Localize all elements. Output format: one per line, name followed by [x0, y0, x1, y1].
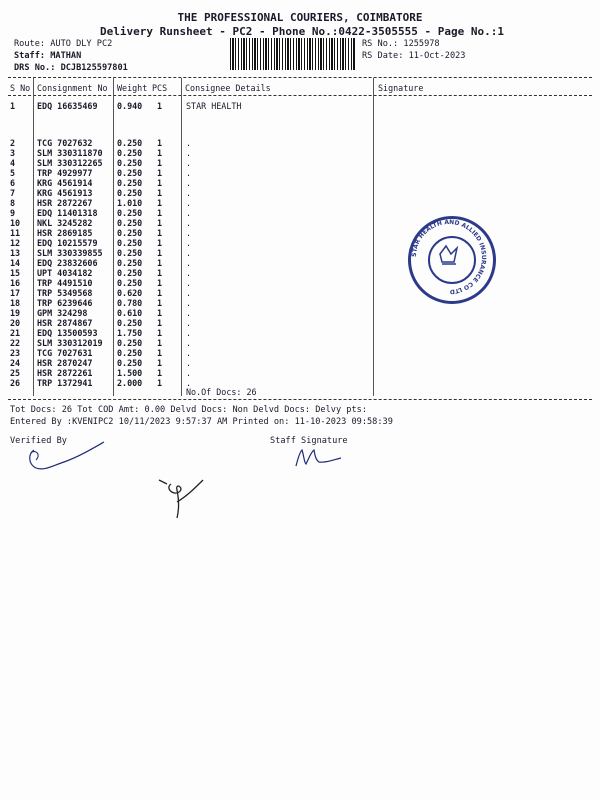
header-rule-bottom: [8, 95, 592, 96]
cell-details: .: [186, 318, 192, 328]
cell-sno: 14: [10, 258, 21, 268]
verified-by-label: Verified By: [10, 436, 67, 446]
cell-details: .: [186, 148, 192, 158]
cell-details: STAR HEALTH: [186, 101, 242, 111]
cell-cn: SLM 330312019: [37, 338, 103, 348]
cell-pcs: 1: [157, 238, 163, 248]
cell-pcs: 1: [157, 318, 163, 328]
cell-wt: 0.250: [117, 218, 143, 228]
cell-wt: 0.250: [117, 278, 143, 288]
cell-details: .: [186, 258, 192, 268]
cell-cn: HSR 2874867: [37, 318, 93, 328]
cell-sno: 10: [10, 218, 21, 228]
cell-wt: 1.750: [117, 328, 143, 338]
cell-details: .: [186, 358, 192, 368]
cell-details: .: [186, 308, 192, 318]
cell-wt: 0.250: [117, 268, 143, 278]
cell-cn: UPT 4034182: [37, 268, 93, 278]
cell-pcs: 1: [157, 168, 163, 178]
cell-pcs: 1: [157, 338, 163, 348]
cell-pcs: 1: [157, 218, 163, 228]
cell-sno: 13: [10, 248, 21, 258]
cell-cn: EDQ 16635469: [37, 101, 98, 111]
cell-pcs: 1: [157, 198, 163, 208]
cell-details: .: [186, 278, 192, 288]
col-header-signature: Signature: [378, 83, 424, 93]
cell-cn: EDQ 11401318: [37, 208, 98, 218]
cell-wt: 0.250: [117, 238, 143, 248]
cell-pcs: 1: [157, 308, 163, 318]
cell-pcs: 1: [157, 268, 163, 278]
cell-cn: HSR 2872261: [37, 368, 93, 378]
staff-signature: [292, 446, 344, 468]
cell-cn: TRP 4929977: [37, 168, 93, 178]
cell-details: .: [186, 298, 192, 308]
cell-pcs: 1: [157, 228, 163, 238]
cell-pcs: 1: [157, 148, 163, 158]
cell-details: .: [186, 248, 192, 258]
cell-pcs: 1: [157, 258, 163, 268]
col-divider-2: [113, 78, 114, 396]
cell-cn: TRP 5349568: [37, 288, 93, 298]
cell-pcs: 1: [157, 248, 163, 258]
rs-number: RS No.: 1255978: [362, 39, 440, 49]
cell-pcs: 1: [157, 298, 163, 308]
cell-cn: EDQ 23832606: [37, 258, 98, 268]
cell-details: .: [186, 188, 192, 198]
cell-wt: 0.620: [117, 288, 143, 298]
col-divider-3: [181, 78, 182, 396]
cell-wt: 0.250: [117, 338, 143, 348]
cell-cn: TRP 1372941: [37, 378, 93, 388]
cell-cn: KRG 4561913: [37, 188, 93, 198]
cell-cn: EDQ 13500593: [37, 328, 98, 338]
col-header-weight: Weight: [117, 83, 148, 93]
cell-sno: 19: [10, 308, 21, 318]
cell-wt: 0.250: [117, 168, 143, 178]
cell-details: .: [186, 368, 192, 378]
cell-wt: 0.610: [117, 308, 143, 318]
cell-wt: 0.780: [117, 298, 143, 308]
cell-details: .: [186, 198, 192, 208]
col-divider-1: [33, 78, 34, 396]
cell-sno: 2: [10, 138, 16, 148]
cell-sno: 7: [10, 188, 16, 198]
cell-wt: 1.500: [117, 368, 143, 378]
rs-date: RS Date: 11-Oct-2023: [362, 51, 466, 61]
cell-sno: 24: [10, 358, 21, 368]
cell-wt: 0.250: [117, 208, 143, 218]
cell-sno: 26: [10, 378, 21, 388]
entered-by-line: Entered By :KVENIPC2 10/11/2023 9:57:37 AM Printed on: 11-10-2023 09:58:39: [10, 417, 393, 427]
cell-pcs: 1: [157, 358, 163, 368]
cell-sno: 11: [10, 228, 21, 238]
verifier-signature: [22, 440, 106, 474]
col-divider-4: [373, 78, 374, 396]
header-rule-top: [8, 77, 592, 78]
drs-number: DRS No.: DCJB125597801: [14, 63, 128, 73]
cell-pcs: 1: [157, 278, 163, 288]
cell-cn: NKL 3245282: [37, 218, 93, 228]
cell-pcs: 1: [157, 178, 163, 188]
route-field: Route: AUTO DLY PC2: [14, 39, 113, 49]
cell-wt: 0.250: [117, 248, 143, 258]
cell-cn: KRG 4561914: [37, 178, 93, 188]
cell-sno: 21: [10, 328, 21, 338]
cell-sno: 9: [10, 208, 16, 218]
cell-cn: HSR 2870247: [37, 358, 93, 368]
cell-wt: 0.250: [117, 258, 143, 268]
footer-rule: [8, 399, 592, 400]
cell-pcs: 1: [157, 288, 163, 298]
cell-sno: 6: [10, 178, 16, 188]
handwritten-mark: [155, 474, 209, 522]
col-header-consignee: Consignee Details: [185, 83, 271, 93]
cell-wt: 2.000: [117, 378, 143, 388]
cell-details: .: [186, 228, 192, 238]
cell-pcs: 1: [157, 188, 163, 198]
totals-line: Tot Docs: 26 Tot COD Amt: 0.00 Delvd Docs: Non Delvd Docs: Delvy pts:: [10, 405, 367, 415]
cell-cn: EDQ 10215579: [37, 238, 98, 248]
cell-pcs: 1: [157, 378, 163, 388]
cell-sno: 12: [10, 238, 21, 248]
cell-sno: 4: [10, 158, 16, 168]
cell-sno: 3: [10, 148, 16, 158]
cell-sno: 23: [10, 348, 21, 358]
col-header-sno: S No: [10, 83, 31, 93]
cell-sno: 22: [10, 338, 21, 348]
cell-pcs: 1: [157, 348, 163, 358]
cell-sno: 25: [10, 368, 21, 378]
cell-sno: 20: [10, 318, 21, 328]
col-header-pcs: PCS: [152, 83, 168, 93]
barcode: [230, 38, 356, 70]
cell-details: .: [186, 268, 192, 278]
cell-pcs: 1: [157, 158, 163, 168]
cell-details: .: [186, 328, 192, 338]
cell-pcs: 1: [157, 101, 163, 111]
col-header-consignment: Consignment No: [37, 83, 108, 93]
cell-sno: 16: [10, 278, 21, 288]
cell-cn: SLM 330339855: [37, 248, 103, 258]
document-subtitle: Delivery Runsheet - PC2 - Phone No.:0422-3505555 - Page No.:1: [100, 25, 504, 38]
cell-details: .: [186, 338, 192, 348]
cell-pcs: 1: [157, 328, 163, 338]
cell-cn: TCG 7027631: [37, 348, 93, 358]
cell-sno: 18: [10, 298, 21, 308]
cell-details: .: [186, 158, 192, 168]
cell-wt: 0.250: [117, 318, 143, 328]
cell-wt: 0.250: [117, 228, 143, 238]
cell-cn: TRP 4491510: [37, 278, 93, 288]
stamp-text-ring: [406, 214, 492, 300]
cell-details: .: [186, 138, 192, 148]
cell-details: .: [186, 378, 192, 388]
cell-cn: GPM 324298: [37, 308, 88, 318]
cell-pcs: 1: [157, 368, 163, 378]
cell-wt: 0.250: [117, 358, 143, 368]
cell-wt: 0.250: [117, 348, 143, 358]
cell-wt: 0.250: [117, 148, 143, 158]
cell-wt: 1.010: [117, 198, 143, 208]
cell-cn: SLM 330311870: [37, 148, 103, 158]
cell-sno: 5: [10, 168, 16, 178]
staff-signature-label: Staff Signature: [270, 436, 348, 446]
cell-sno: 17: [10, 288, 21, 298]
cell-details: .: [186, 288, 192, 298]
cell-details: .: [186, 168, 192, 178]
cell-cn: TRP 6239646: [37, 298, 93, 308]
staff-field: Staff: MATHAN: [14, 51, 82, 61]
cell-pcs: 1: [157, 208, 163, 218]
cell-wt: 0.250: [117, 158, 143, 168]
cell-cn: HSR 2869185: [37, 228, 93, 238]
cell-cn: HSR 2872267: [37, 198, 93, 208]
svg-text:STAR HEALTH AND ALLIED INSURAN: STAR HEALTH AND ALLIED INSURANCE CO LTD: [410, 218, 488, 296]
cell-sno: 15: [10, 268, 21, 278]
cell-sno: 8: [10, 198, 16, 208]
cell-cn: TCG 7027632: [37, 138, 93, 148]
cell-cn: SLM 330312265: [37, 158, 103, 168]
document-title: THE PROFESSIONAL COURIERS, COIMBATORE: [177, 11, 423, 24]
no-of-docs: No.Of Docs: 26: [186, 387, 257, 397]
cell-wt: 0.250: [117, 178, 143, 188]
cell-pcs: 1: [157, 138, 163, 148]
cell-details: .: [186, 208, 192, 218]
cell-details: .: [186, 348, 192, 358]
cell-wt: 0.250: [117, 138, 143, 148]
cell-details: .: [186, 178, 192, 188]
cell-wt: 0.250: [117, 188, 143, 198]
cell-details: .: [186, 238, 192, 248]
cell-sno: 1: [10, 101, 16, 111]
cell-details: .: [186, 218, 192, 228]
cell-wt: 0.940: [117, 101, 143, 111]
